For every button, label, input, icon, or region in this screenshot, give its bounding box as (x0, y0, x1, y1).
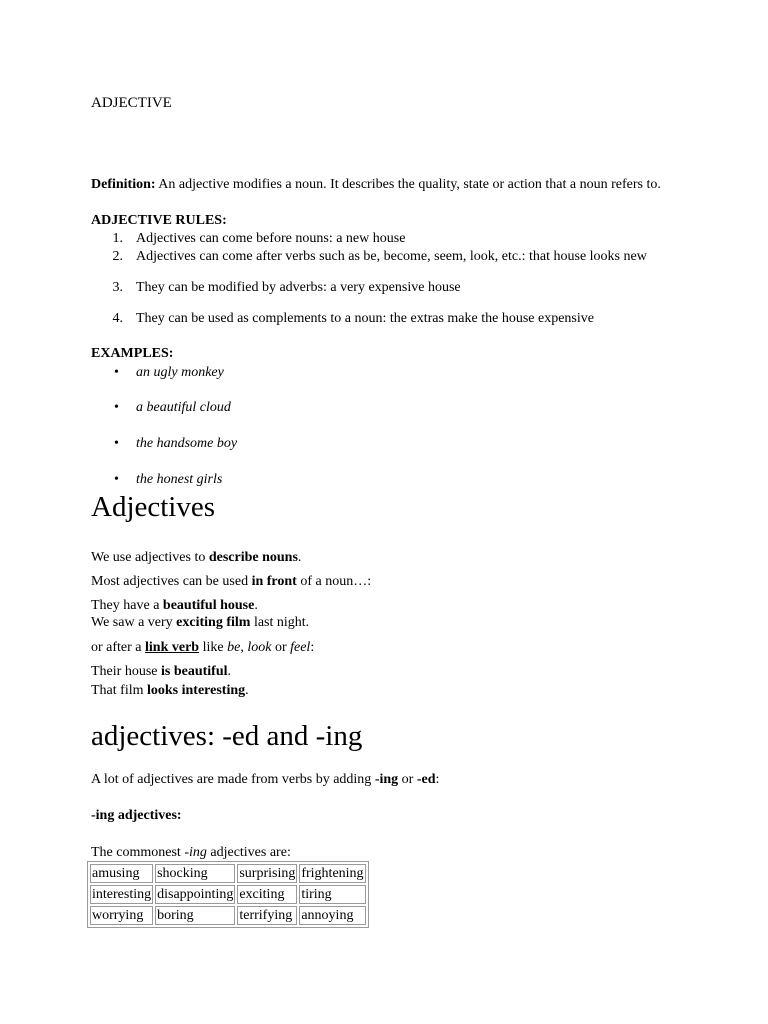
ing-adjectives-table (87, 861, 369, 928)
rule-text: Adjectives can come before nouns: a new house (136, 231, 406, 246)
text-run: or (398, 772, 417, 787)
bullet-icon: • (114, 365, 119, 380)
emphasis: -ing (374, 772, 399, 787)
emphasis: beautiful house (162, 598, 255, 613)
ed-ing-paragraph (91, 845, 291, 861)
adjectives-paragraph (91, 550, 301, 566)
rule-text: They can be modified by adverbs: a very expensive house (136, 280, 461, 295)
rule-text: Adjectives can come after verbs such as be, become, seem, look, etc.: that house looks new (136, 249, 647, 264)
italic-word: -ing (184, 845, 207, 860)
text-run: . (227, 664, 231, 679)
text-run: We use adjectives to (91, 550, 209, 565)
text-run: or after a (91, 640, 146, 655)
example-text: an ugly monkey (136, 365, 224, 380)
definition-label: Definition: (91, 177, 156, 192)
bullet-icon: • (114, 400, 119, 415)
example-text: a beautiful cloud (136, 400, 231, 415)
table-cell: shocking (155, 864, 235, 883)
table-row (90, 864, 366, 883)
text-run: We saw a very (91, 615, 177, 630)
rule-number: 3. (112, 280, 123, 295)
rules-heading: ADJECTIVE RULES: (91, 213, 227, 228)
text-run: Most adjectives can be used (91, 574, 252, 589)
definition-text: An adjective modifies a noun. It describes the quality, state or action that a noun refers to. (155, 177, 661, 192)
example-text: the honest girls (136, 472, 223, 487)
text-run: Their house (91, 664, 161, 679)
adjectives-paragraph (91, 574, 371, 590)
emphasis: is beautiful (160, 664, 228, 679)
table-cell: frightening (301, 866, 364, 881)
text-run: . (297, 550, 302, 565)
rule-number: 1. (112, 231, 123, 246)
adjectives-paragraph (91, 640, 314, 656)
example-text: the handsome boy (136, 436, 238, 451)
table-cell: exciting (237, 885, 297, 904)
example-sentence (91, 664, 231, 680)
italic-word: look (247, 640, 272, 655)
page-title: ADJECTIVE (91, 95, 172, 111)
text-run: or (271, 640, 291, 655)
rule-text: They can be used as complements to a noun: the extras make the house expensive (136, 311, 594, 326)
ed-ing-heading: adjectives: -ed and -ing (91, 720, 363, 752)
table-cell: amusing (90, 864, 153, 883)
adjectives-heading: Adjectives (91, 491, 216, 523)
examples-heading: EXAMPLES: (91, 346, 174, 361)
text-run: : (310, 640, 315, 655)
ed-ing-paragraph (91, 772, 439, 788)
emphasis: looks interesting (147, 683, 246, 698)
ing-subheading: -ing adjectives: (91, 808, 182, 823)
table-row (90, 885, 366, 904)
example-sentence (91, 615, 309, 631)
table-row (90, 906, 366, 925)
emphasis: describe nouns (208, 550, 298, 565)
emphasis: in front (251, 574, 297, 589)
table-cell: boring (155, 906, 235, 925)
text-run: like (199, 640, 228, 655)
emphasis: -ed (416, 772, 436, 787)
table-cell: tiring (299, 885, 365, 904)
table-cell: worrying (90, 906, 153, 925)
italic-word: feel (290, 640, 311, 655)
rule-number: 2. (112, 249, 123, 264)
text-run: That film (91, 683, 147, 698)
bullet-icon: • (114, 436, 119, 451)
text-run: A lot of adjectives are made from verbs by adding (91, 772, 375, 787)
table-cell: surprising (239, 866, 296, 881)
text-run: The commonest (91, 845, 185, 860)
text-run: : (435, 772, 440, 787)
text-run: , (240, 640, 248, 655)
text-run: adjectives are: (206, 845, 291, 860)
text-run: They have a (91, 598, 163, 613)
text-run: . (254, 598, 258, 613)
table-cell: annoying (299, 906, 365, 925)
bullet-icon: • (114, 472, 119, 487)
table-cell: terrifying (237, 906, 297, 925)
table-cell: interesting (92, 887, 152, 902)
example-sentence (91, 598, 258, 614)
text-run: of a noun…: (296, 574, 372, 589)
definition-paragraph (91, 177, 661, 193)
text-run: last night. (250, 615, 310, 630)
text-run: . (245, 683, 249, 698)
example-sentence (91, 683, 249, 699)
emphasis: exciting film (176, 615, 251, 630)
table-cell: disappointing (157, 887, 234, 902)
italic-word: be (227, 640, 241, 655)
link-verb-link[interactable]: link verb (145, 640, 200, 655)
rule-number: 4. (112, 311, 123, 326)
